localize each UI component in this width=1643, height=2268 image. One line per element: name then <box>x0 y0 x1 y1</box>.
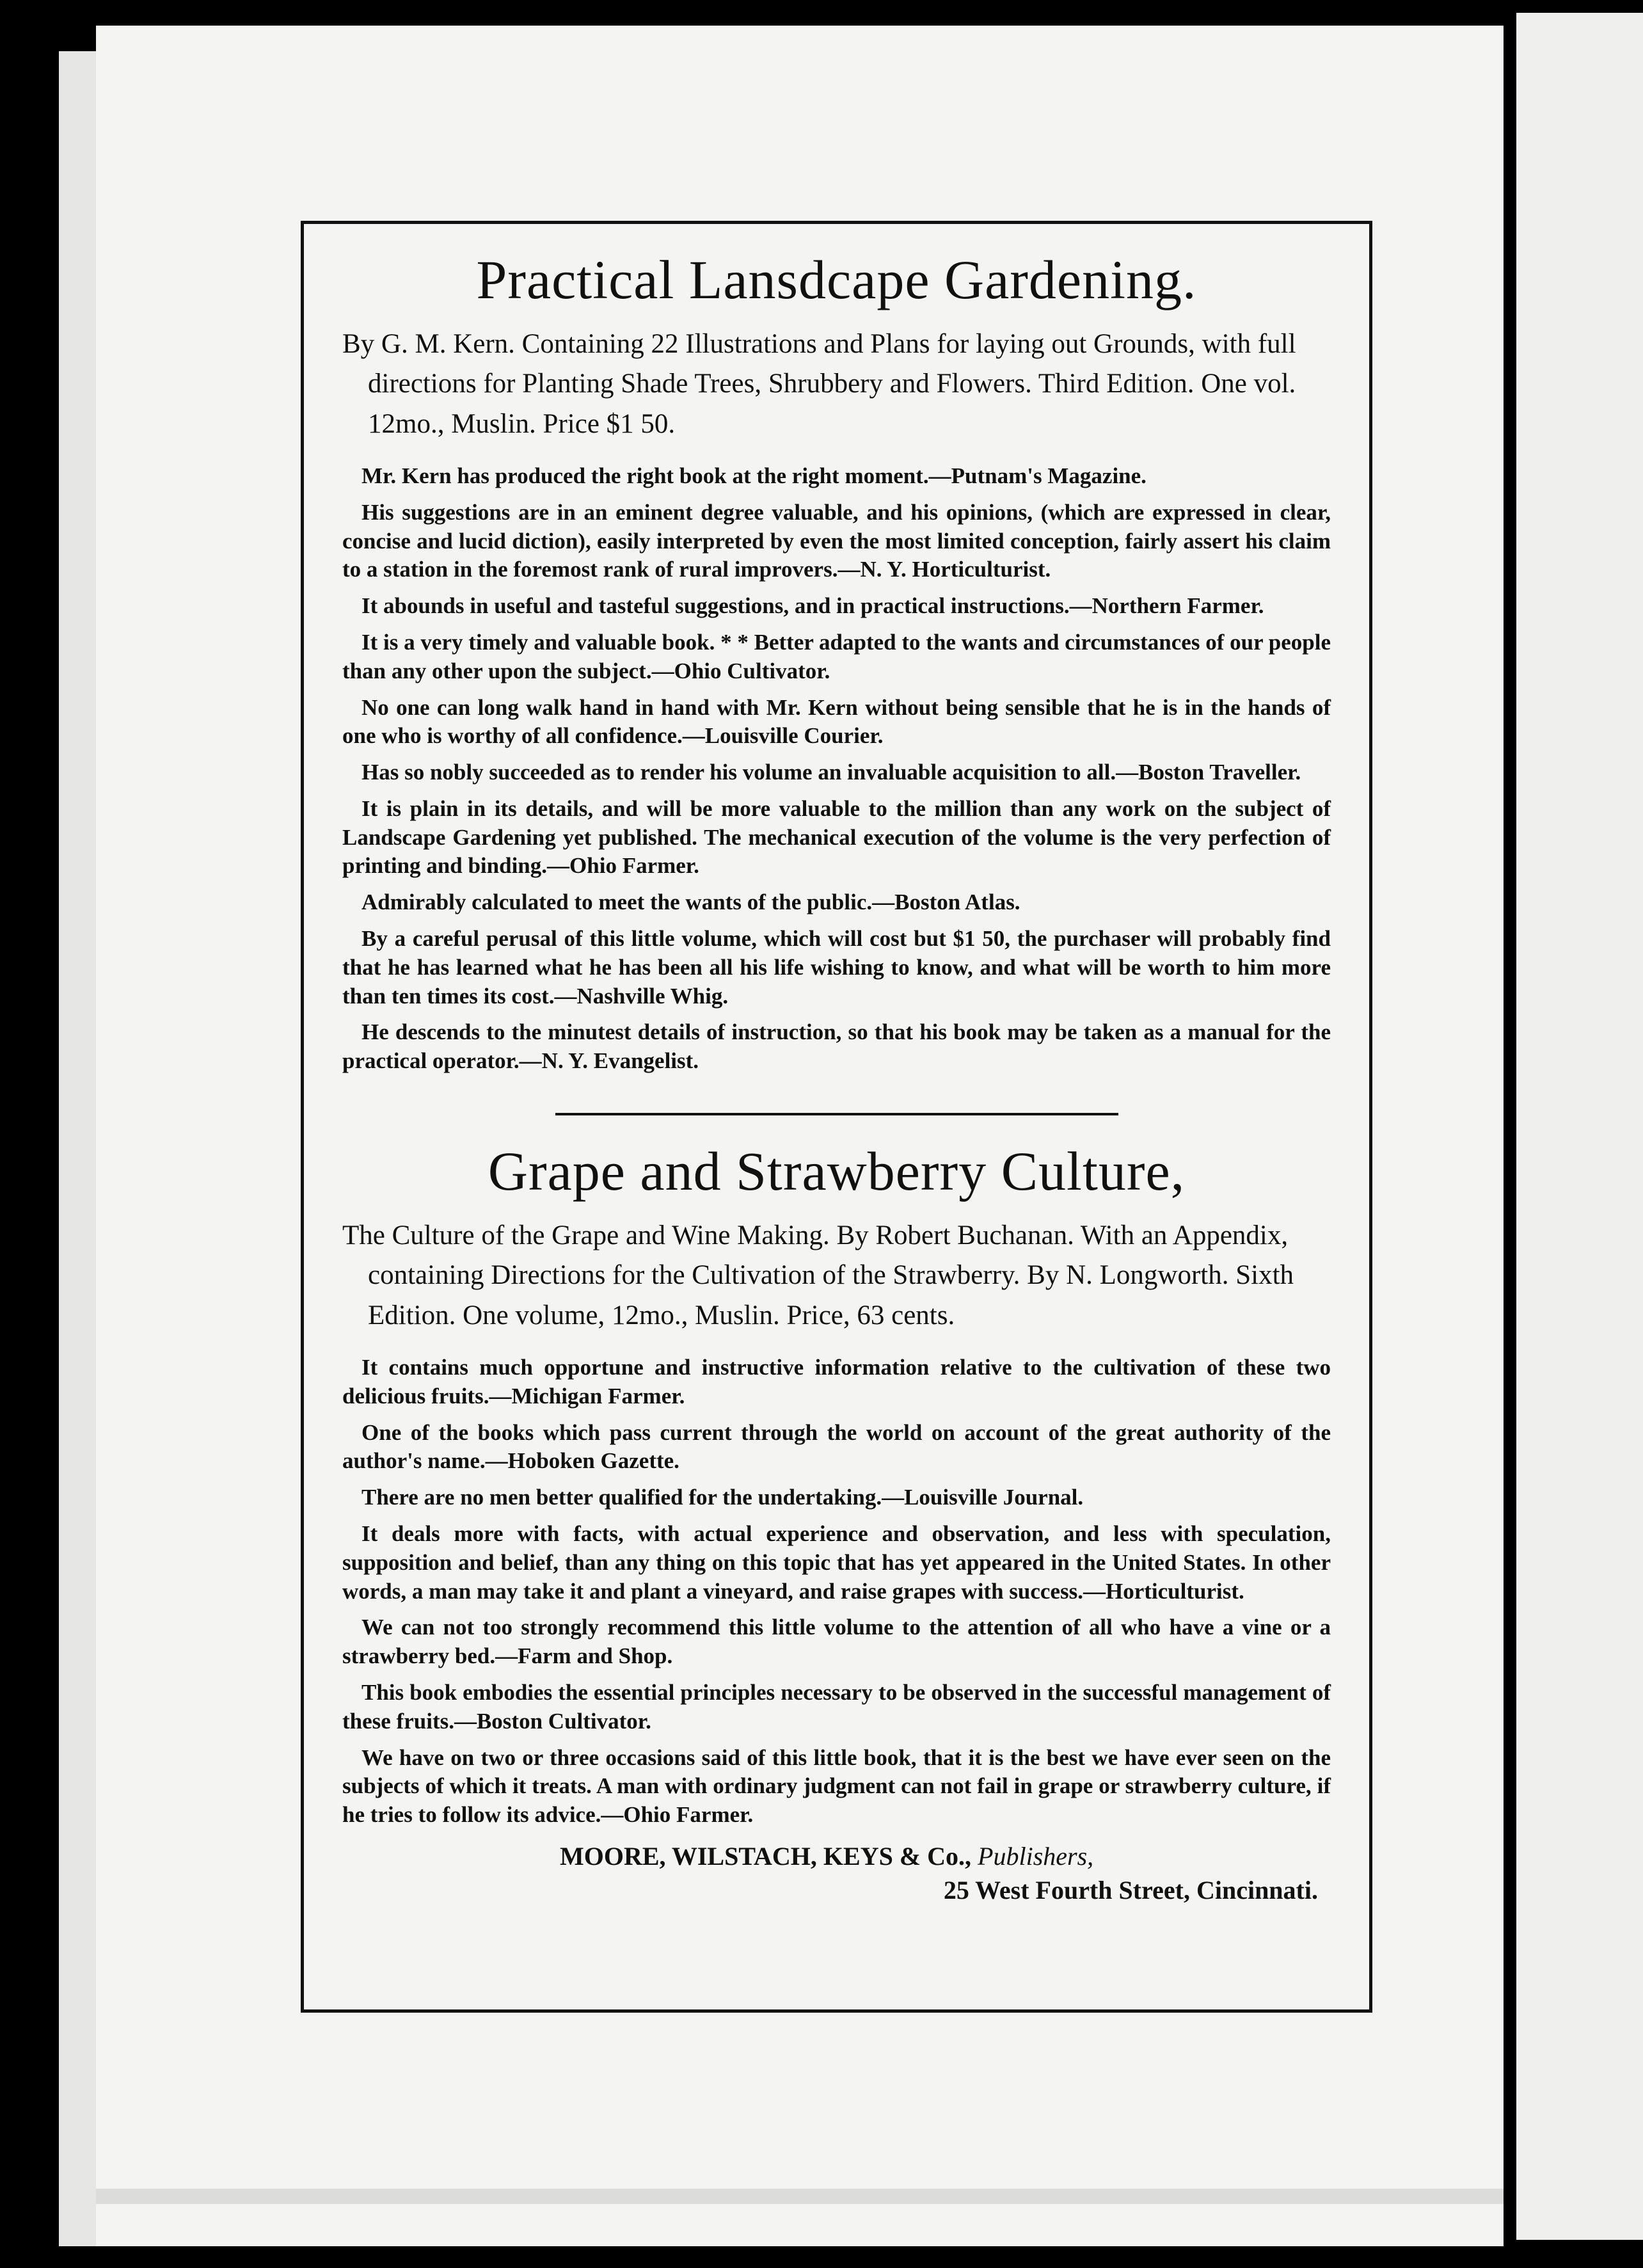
review: It deals more with facts, with actual experience and observation, and less with speculation, supposition and belief, than any thing on this topic that has yet appeared in the United States. In other words, a man may take it and plant a vineyard, and raise grapes with success.—Horticulturist. <box>342 1521 1331 1604</box>
review-list <box>342 462 1331 1076</box>
review: No one can long walk hand in hand with Mr. Kern without being sensible that he is in the hands of one who is worthy of all confidence.—Louisville Courier. <box>342 694 1331 749</box>
advertisement-frame <box>301 221 1372 2013</box>
review: Has so nobly succeeded as to render his volume an invaluable acquisition to all.—Boston Traveller. <box>361 760 1301 785</box>
section-title: Grape and Strawberry Culture, <box>488 1140 1186 1202</box>
review: It is a very timely and valuable book. * * Better adapted to the wants and circumstances of our people than any other upon the subject.—Ohio Cultivator. <box>342 629 1331 683</box>
publisher-address: 25 West Fourth Street, Cincinnati. <box>943 1875 1318 1905</box>
book-description: The Culture of the Grape and Wine Making. By Robert Buchanan. With an Appendix, containing Directions for the Cultivation of the Strawberry. By N. Longworth. Sixth Edition. One volume, 12mo., Muslin. Price, 63 cents. <box>342 1220 1294 1330</box>
review: Admirably calculated to meet the wants of the public.—Boston Atlas. <box>361 890 1020 915</box>
book-description: By G. M. Kern. Containing 22 Illustrations and Plans for laying out Grounds, with full directions for Planting Shade Trees, Shrubbery and Flowers. Third Edition. One vol. 12mo., Muslin. Price $1 50. <box>342 328 1296 439</box>
review: Mr. Kern has produced the right book at the right moment.—Putnam's Magazine. <box>361 463 1147 488</box>
section-landscape-gardening <box>342 248 1331 1076</box>
publisher-company: MOORE, WILSTACH, KEYS & Co., <box>560 1841 972 1871</box>
review: This book embodies the essential principles necessary to be observed in the successful management of these fruits.—Boston Cultivator. <box>342 1679 1331 1734</box>
publisher-name <box>342 1841 1331 1871</box>
page-bottom-edge <box>96 2189 1504 2204</box>
section-divider <box>555 1113 1118 1115</box>
review: There are no men better qualified for the undertaking.—Louisville Journal. <box>361 1485 1084 1510</box>
review: We can not too strongly recommend this little volume to the attention of all who have a vine or a strawberry bed.—Farm and Shop. <box>342 1615 1331 1669</box>
review-list <box>342 1354 1331 1830</box>
review: He descends to the minutest details of instruction, so that his book may be taken as a manual for the practical operator.—N. Y. Evangelist. <box>342 1019 1331 1074</box>
section-grape-strawberry <box>342 1140 1331 1830</box>
facing-page-edge <box>1516 13 1643 2240</box>
publisher-role: Publishers, <box>978 1841 1094 1871</box>
review: We have on two or three occasions said of this little book, that it is the best we have ever seen on the subjects of which it treats. A man with ordinary judgment can not fail in grape or strawberry culture, if he tries to follow its advice.—Ohio Farmer. <box>342 1745 1331 1828</box>
review: One of the books which pass current through the world on account of the great authority of the author's name.—Hoboken Gazette. <box>342 1419 1331 1474</box>
review: It abounds in useful and tasteful suggestions, and in practical instructions.—Northern Farmer. <box>361 593 1264 619</box>
review: By a careful perusal of this little volume, which will cost but $1 50, the purchaser will probably find that he has learned what he has been all his life wishing to know, and what will be worth to him more than ten times its cost.—Nashville Whig. <box>342 926 1331 1009</box>
page-edge <box>59 51 97 2246</box>
review: It contains much opportune and instructive information relative to the cultivation of these two delicious fruits.—Michigan Farmer. <box>342 1354 1331 1409</box>
review: It is plain in its details, and will be more valuable to the million than any work on the subject of Landscape Gardening yet published. The mechanical execution of the volume is the very perfection of printing and binding.—Ohio Farmer. <box>342 795 1331 879</box>
review: His suggestions are in an eminent degree valuable, and his opinions, (which are expressed in clear, concise and lucid diction), easily interpreted by even the most limited conception, fairly assert his claim to a station in the foremost rank of rural improvers.—N. Y. Horticulturist. <box>342 499 1331 582</box>
section-title: Practical Lansdcape Gardening. <box>476 249 1197 310</box>
